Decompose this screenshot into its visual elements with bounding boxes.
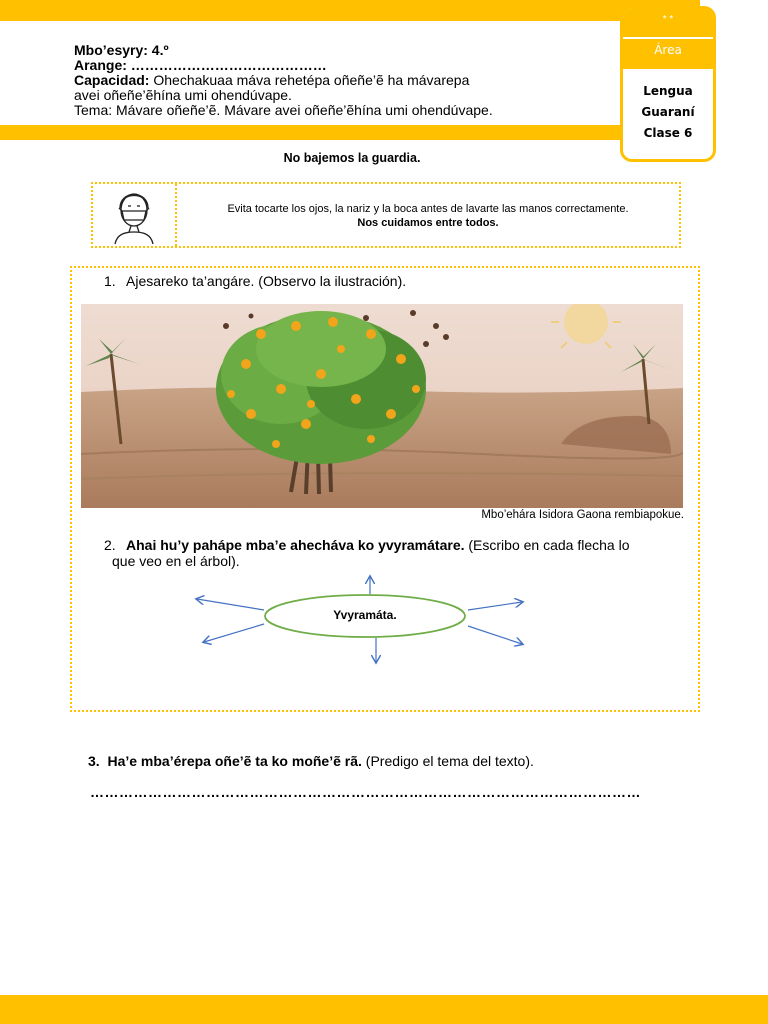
tree-diagram — [190, 570, 530, 670]
advice-line-1: Evita tocarte los ojos, la nariz y la boca antes de lavarte las manos correctamente. — [227, 203, 629, 215]
subject-line-2: Guaraní — [641, 105, 695, 119]
name-label: Arange: …………………………………… — [74, 57, 327, 73]
area-subject — [623, 81, 713, 144]
answer-line[interactable]: …………………………………………………………………………………………………… — [90, 784, 641, 800]
tree-illustration — [81, 304, 683, 508]
area-stars: * * — [623, 9, 713, 37]
tema-text: Tema: Mávare oñeñe’ẽ. Mávare avei oñeñe’ẽhína umi ohendúvape. — [74, 102, 493, 118]
top-band — [0, 0, 700, 21]
advice-box — [91, 182, 681, 248]
item-1 — [104, 273, 406, 289]
capacidad-label: Capacidad: — [74, 72, 150, 88]
item-3 — [88, 753, 534, 769]
item-2-normal: (Escribo en cada flecha lo — [464, 537, 630, 553]
subject-line-1: Lengua — [643, 84, 693, 98]
advice-text — [179, 202, 677, 230]
header-band — [0, 125, 700, 140]
slogan: No bajemos la guardia. — [283, 151, 421, 165]
masked-face-icon — [93, 184, 177, 246]
capacidad-text-1: Ohechakuaa máva rehetépa oñeñe’ẽ ha mávarepa — [153, 72, 470, 88]
grade-label: Mbo’esyry: 4.º — [74, 42, 169, 58]
advice-line-2: Nos cuidamos entre todos. — [357, 217, 499, 229]
capacidad-text-2: avei oñeñe’ẽhína umi ohendúvape. — [74, 87, 292, 103]
item-3-bold: Ha’e mba’érepa oñe’ẽ ta ko moñe’ẽ rã. — [107, 753, 362, 769]
item-2-bold: Ahai hu’y pahápe mba’e ahecháva ko yvyramátare. — [126, 537, 465, 553]
item-2-number: 2. — [104, 537, 116, 553]
item-1-number: 1. — [104, 273, 116, 289]
header-info — [74, 43, 493, 118]
item-3-number: 3. — [88, 753, 100, 769]
item-2-normal-2: que veo en el árbol). — [112, 553, 240, 569]
footer-band — [0, 995, 768, 1024]
item-1-text: Ajesareko ta’angáre. (Observo la ilustración). — [126, 273, 407, 289]
illustration-caption: Mbo’ehára Isidora Gaona rembiapokue. — [481, 509, 684, 521]
diagram-center-label: Yvyramáta. — [333, 608, 397, 622]
item-2 — [104, 537, 688, 569]
area-label: Área — [623, 37, 713, 69]
capacidad-row — [74, 73, 493, 88]
area-box — [620, 6, 716, 162]
subject-line-3: Clase 6 — [643, 126, 693, 140]
item-3-normal: (Predigo el tema del texto). — [361, 753, 534, 769]
